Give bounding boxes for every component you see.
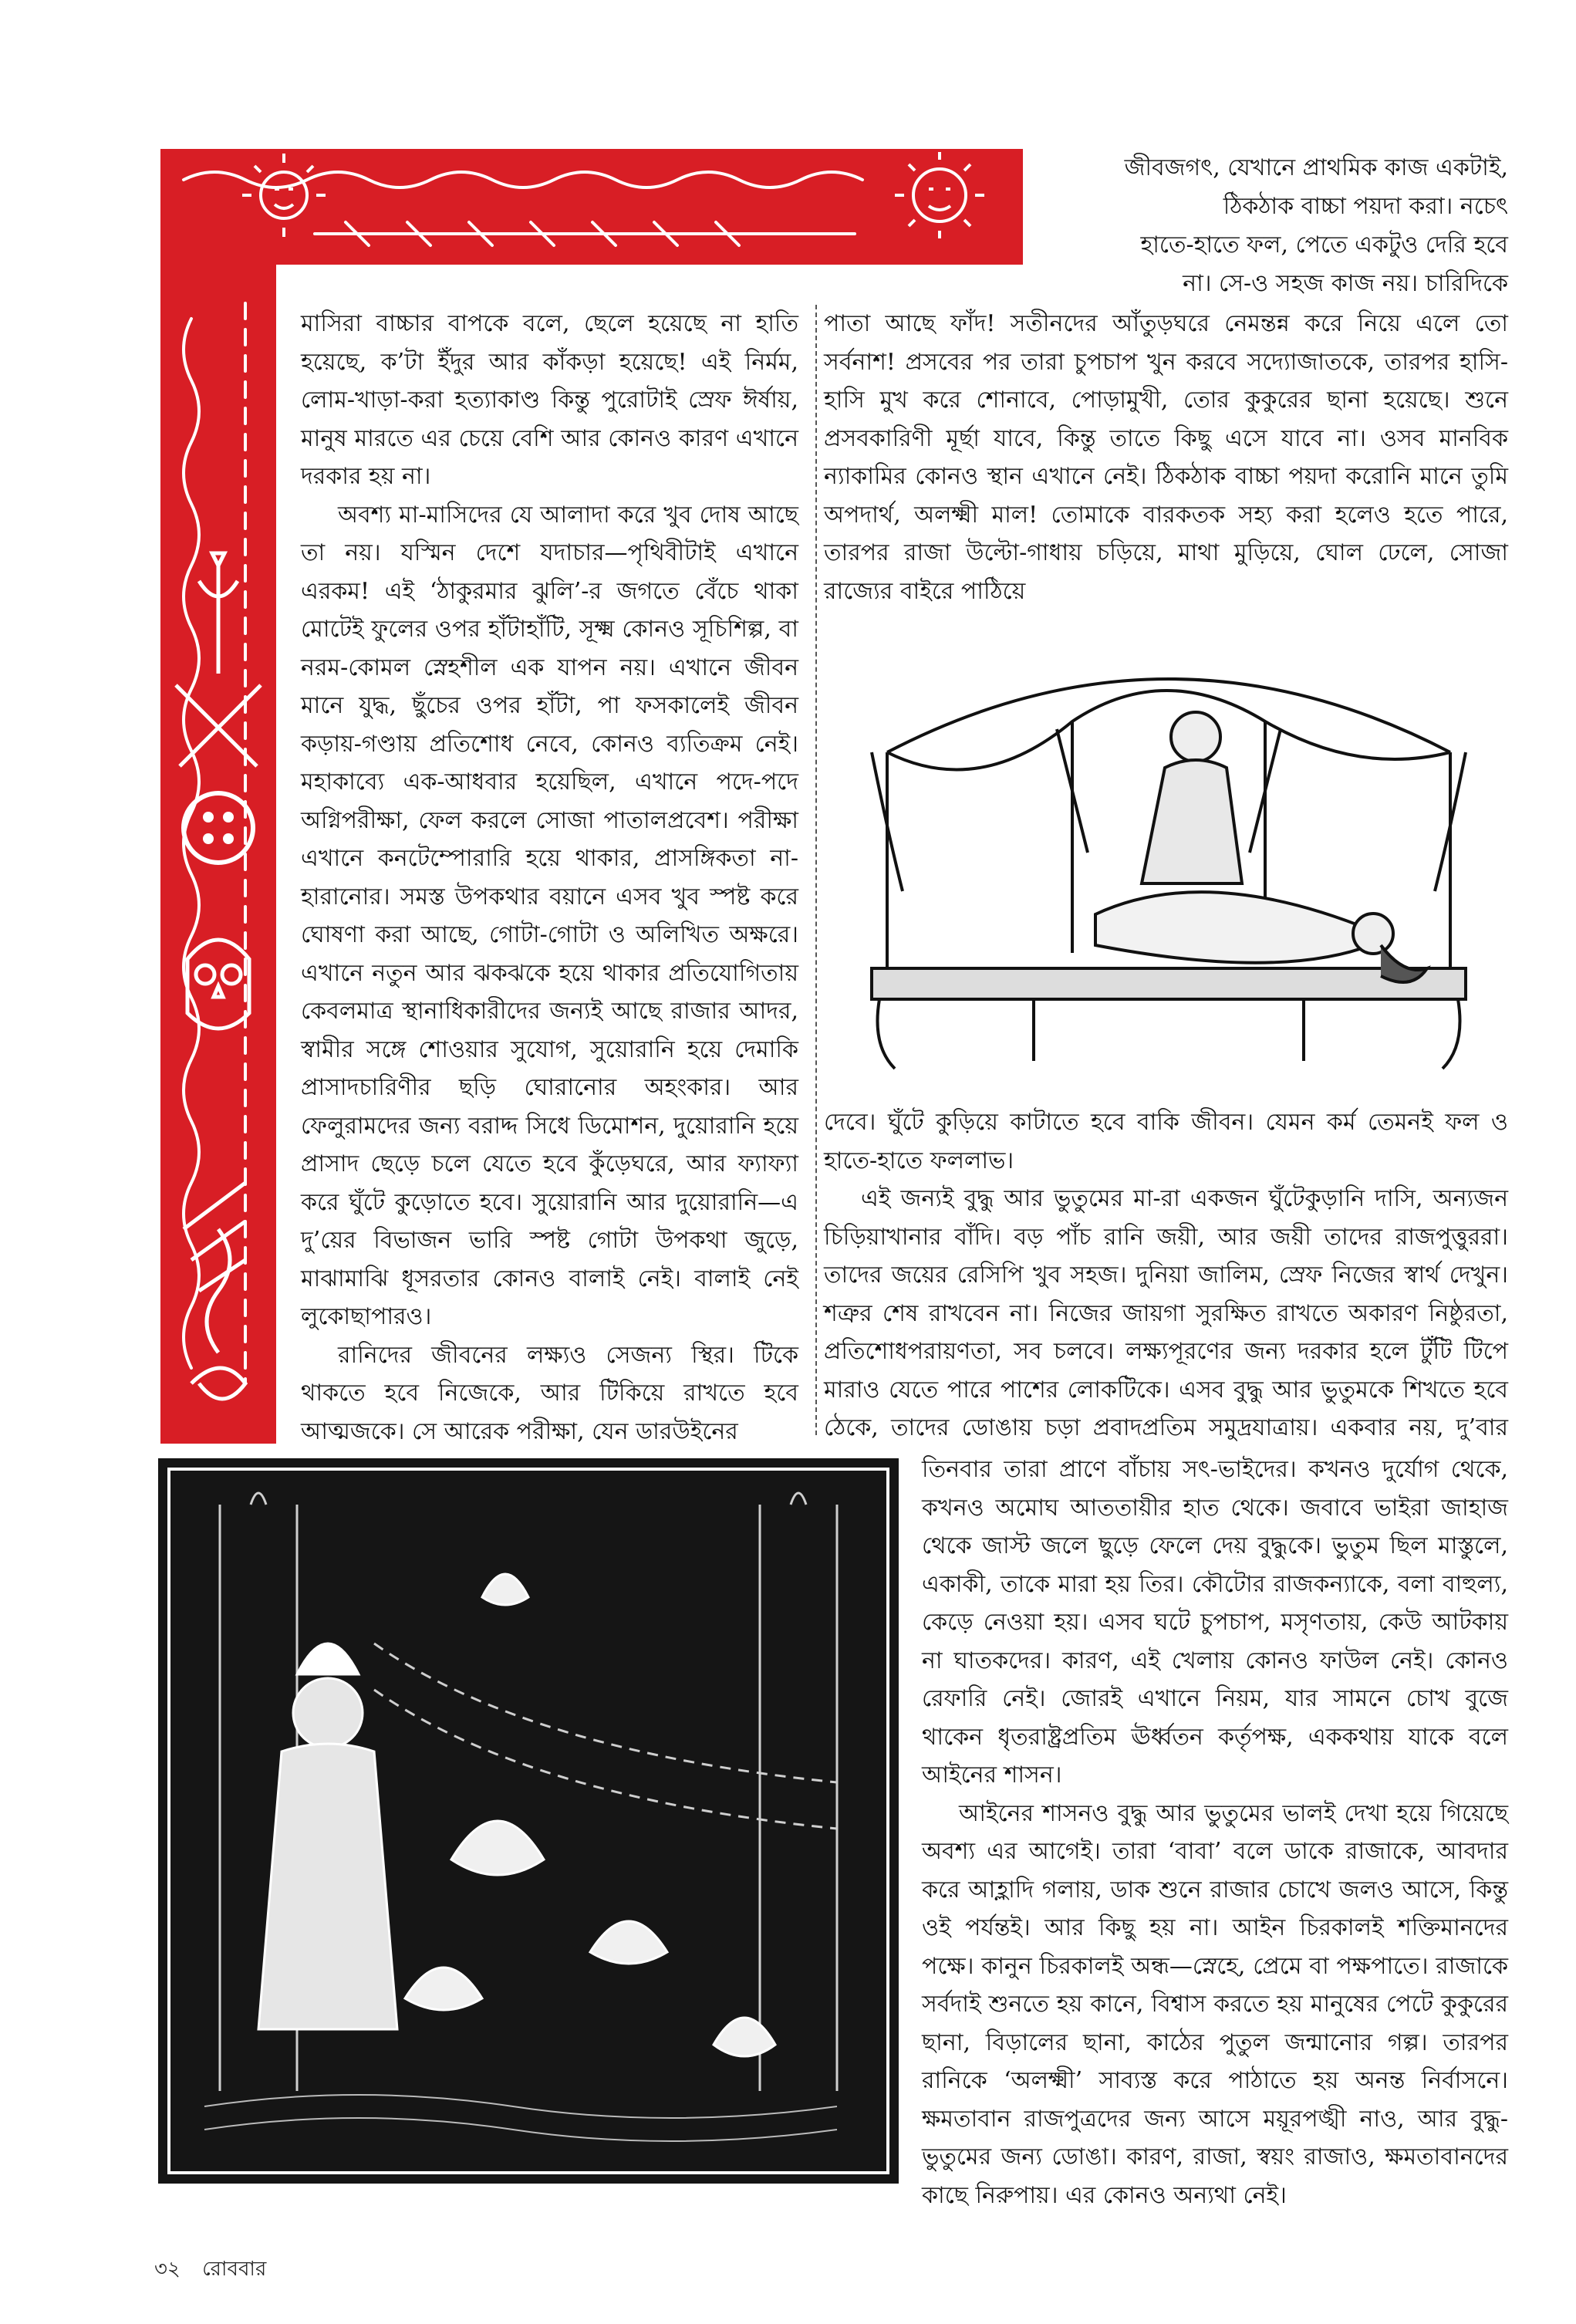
illustration-lotus-garden [158, 1458, 899, 2184]
page-number: ৩২ [154, 2258, 181, 2281]
paragraph: রানিদের জীবনের লক্ষ্যও সেজন্য স্থির। টিকে থাকতে হবে নিজেকে, আর টিকিয়ে রাখতে হবে আত্মজকে। সে আরেক পরীক্ষা, যেন ডারউইনের [301, 1341, 798, 1445]
paragraph: মাসিরা বাচ্চার বাপকে বলে, ছেলে হয়েছে না হাতি হয়েছে, ক’টা ইঁদুর আর কাঁকড়া হয়েছে! এই নির্মম, লোম-খাড়া-করা হত্যাকাণ্ড কিন্তু পুরোটাই স্রেফ ঈর্ষায়, মানুষ মারতে এর চেয়ে বেশি আর কোনও কারণ এখানে দরকার হয় না। [301, 310, 798, 490]
top-right-line-3: হাতে-হাতে ফল, পেতে একটুও দেরি হবে [1140, 231, 1508, 258]
magazine-name: রোববার [202, 2258, 267, 2281]
article-right-column-lower [922, 1451, 1508, 2214]
top-right-line-2: ঠিকঠাক বাচ্চা পয়দা করা। নচেৎ [1223, 193, 1508, 220]
paragraph: দেবে। ঘুঁটে কুড়িয়ে কাটাতে হবে বাকি জীবন। যেমন কর্ম তেমনই ফল ও হাতে-হাতে ফললাভ। [824, 1109, 1508, 1174]
paragraph: তিনবার তারা প্রাণে বাঁচায় সৎ-ভাইদের। কখনও দুর্যোগ থেকে, কখনও অমোঘ আততায়ীর হাত থেকে। জবাবে ভাইরা জাহাজ থেকে জাস্ট জলে ছুড়ে ফেলে দেয় বুদ্ধুকে। ভুতুম ছিল মাস্তুলে, একাকী, তাকে মারা হয় তির। কৌটোর রাজকন্যাকে, বলা বাহুল্য, কেড়ে নেওয়া হয়। এসব ঘটে চুপচাপ, মসৃণতায়, কেউ আটকায় না ঘাতকদের। কারণ, এই খেলায় কোনও ফাউল নেই। কোনও রেফারি নেই। জোরই এখানে নিয়ম, যার সামনে চোখ বুজে থাকেন ধৃতরাষ্ট্রপ্রতিম ঊর্ধ্বতন কর্তৃপক্ষ, এককথায় যাকে বলে আইনের শাসন। [922, 1456, 1508, 1789]
paragraph: অবশ্য মা-মাসিদের যে আলাদা করে খুব দোষ আছে তা নয়। যস্মিন দেশে যদাচার—পৃথিবীটাই এখানে এরকম! এই ‘ঠাকুরমার ঝুলি’-র জগতে বেঁচে থাকা মোটেই ফুলের ওপর হাঁটাহাঁটি, সূক্ষ্ম কোনও সূচিশিল্প, বা নরম-কোমল স্নেহশীল এক যাপন নয়। এখানে জীবন মানে যুদ্ধ, ছুঁচের ওপর হাঁটা, পা ফসকালেই জীবন কড়ায়-গণ্ডায় প্রতিশোধ নেবে, কোনও ব্যতিক্রম নেই। মহাকাব্যে এক-আধবার হয়েছিল, এখানে পদে-পদে অগ্নিপরীক্ষা, ফেল করলে সোজা পাতালপ্রবেশ। পরীক্ষা এখানে কনটেম্পোরারি হয়ে থাকার, প্রাসঙ্গিকতা না-হারানোর। সমস্ত উপকথার বয়ানে এসব খুব স্পষ্ট করে ঘোষণা করা আছে, গোটা-গোটা ও অলিখিত অক্ষরে। এখানে নতুন আর ঝকঝকে হয়ে থাকার প্রতিযোগিতায় কেবলমাত্র স্থানাধিকারীদের জন্যই আছে রাজার আদর, স্বামীর সঙ্গে শোওয়ার সুযোগ, সুয়োরানি হয়ে দেমাকি প্রাসাদচারিণীর ছড়ি ঘোরানোর অহংকার। আর ফেলুরামদের জন্য বরাদ্দ সিধে ডিমোশন, দুয়োরানি হয়ে প্রাসাদ ছেড়ে চলে যেতে হবে কুঁড়েঘরে, আর ফ্যাফ্যা করে ঘুঁটে কুড়োতে হবে। সুয়োরানি আর দুয়োরানি—এ দু’য়ের বিভাজন ভারি স্পষ্ট গোটা উপকথা জুড়ে, মাঝামাঝি ধূসরতার কোনও বালাই নেই। বালাই নেই লুকোছাপারও। [301, 501, 798, 1330]
illustration-canopy-bed [841, 637, 1497, 1084]
paragraph: আইনের শাসনও বুদ্ধু আর ভুতুমের ভালই দেখা হয়ে গিয়েছে অবশ্য এর আগেই। তারা ‘বাবা’ বলে ডাকে রাজাকে, আবদার করে আহ্লাদি গলায়, ডাক শুনে রাজার চোখে জলও আসে, কিন্তু ওই পর্যন্তই। আর কিছু হয় না। আইন চিরকালই শক্তিমানদের পক্ষে। কানুন চিরকালই অন্ধ—স্নেহে, প্রেমে বা পক্ষপাতে। রাজাকে সর্বদাই শুনতে হয় কানে, বিশ্বাস করতে হয় মানুষের পেটে কুকুরের ছানা, বিড়ালের ছানা, কাঠের পুতুল জন্মানোর গল্প। তারপর রানিকে ‘অলক্ষ্মী’ সাব্যস্ত করে পাঠাতে হয় অনন্ত নির্বাসনে। ক্ষমতাবান রাজপুত্রদের জন্য আসে ময়ূরপঙ্খী নাও, আর বুদ্ধু-ভুতুমের জন্য ডোঙা। কারণ, রাজা, স্বয়ং রাজাও, ক্ষমতাবানদের কাছে নিরুপায়। এর কোনও অন্যথা নেই। [922, 1799, 1508, 2209]
article-right-column-top [824, 305, 1508, 610]
paragraph: এই জন্যই বুদ্ধু আর ভুতুমের মা-রা একজন ঘুঁটেকুড়ানি দাসি, অন্যজন চিড়িয়াখানার বাঁদি। বড় পাঁচ রানি জয়ী, আর জয়ী তাদের রাজপুত্তুররা। তাদের জয়ের রেসিপি খুব সহজ। দুনিয়া জালিম, স্রেফ নিজের স্বার্থ দেখুন। শত্রুর শেষ রাখবেন না। নিজের জায়গা সুরক্ষিত রাখতে অকারণ নিষ্ঠুরতা, প্রতিশোধপরায়ণতা, সব চলবে। লক্ষ্যপূরণের জন্য দরকার হলে টুঁটি টিপে মারাও যেতে পারে পাশের লোকটিকে। এসব বুদ্ধু আর ভুতুমকে শিখতে হবে ঠেকে, তাদের ডোঙায় চড়া প্রবাদপ্রতিম সমুদ্রযাত্রায়। একবার নয়, দু’বার [824, 1185, 1508, 1441]
paragraph: পাতা আছে ফাঁদ! সতীনদের আঁতুড়ঘরে নেমন্তন্ন করে নিয়ে এলে তো সর্বনাশ! প্রসবের পর তারা চুপচাপ খুন করবে সদ্যোজাতকে, তারপর হাসি-হাসি মুখ করে শোনাবে, পোড়ামুখী, তোর কুকুরের ছানা হয়েছে। শুনে প্রসবকারিণী মূর্ছা যাবে, কিন্তু তাতে কিছু এসে যাবে না। ওসব মানবিক ন্যাকামির কোনও স্থান এখানে নেই। ঠিকঠাক বাচ্চা পয়দা করোনি মানে তুমি অপদার্থ, অলক্ষ্মী মাল! তোমাকে বারকতক সহ্য করা হলেও হতে পারে, তারপর রাজা উল্টো-গাধায় চড়িয়ে, মাথা মুড়িয়ে, ঘোল ঢেলে, সোজা রাজ্যের বাইরে পাঠিয়ে [824, 310, 1508, 605]
article-left-column [301, 305, 798, 1451]
page-footer [154, 2253, 266, 2287]
article-right-column-bottom [824, 1103, 1508, 1485]
column-divider [815, 305, 817, 1435]
top-right-line-4: না। সে-ও সহজ কাজ নয়। চারিদিকে [1183, 270, 1508, 297]
top-right-line-1: জীবজগৎ, যেখানে প্রাথমিক কাজ একটাই, [1124, 154, 1508, 181]
